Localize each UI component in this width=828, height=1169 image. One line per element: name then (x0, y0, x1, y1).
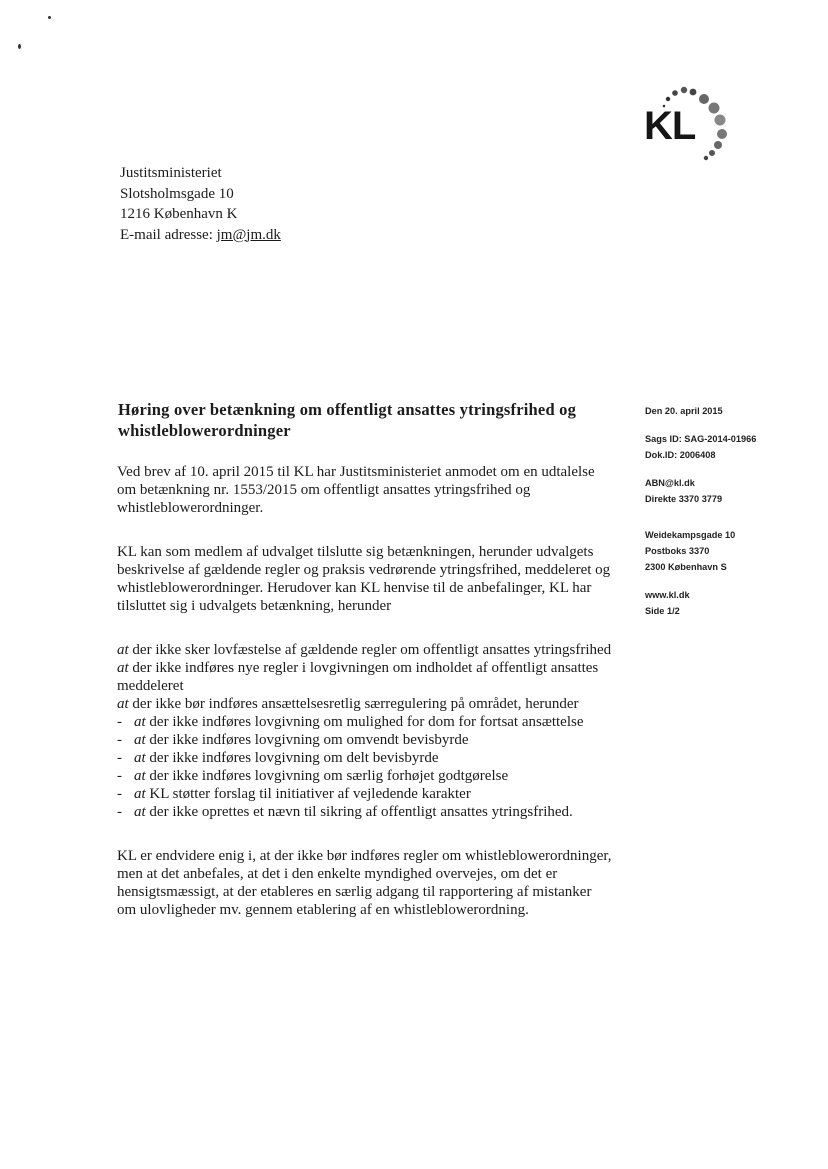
lead-word: at (134, 732, 146, 748)
recipient-street: Slotsholmsgade 10 (120, 185, 234, 202)
sender-pobox: Postboks 3370 (645, 546, 710, 556)
dash-marker: - (117, 714, 122, 730)
sub-list-item (117, 785, 612, 803)
list-item-text: der ikke sker lovfæstelse af gældende regler om offentligt ansattes ytringsfrihed (128, 642, 612, 658)
lead-word: at (117, 696, 129, 712)
dash-marker: - (117, 732, 122, 748)
list-item-text: der ikke indføres nye regler i lovgivningen om indholdet af offentligt ansattes meddeleret (117, 660, 599, 694)
kl-logo (640, 82, 740, 172)
lead-word: at (117, 660, 129, 676)
lead-word: at (134, 804, 146, 820)
sub-item-text: der ikke oprettes et nævn til sikring af offentligt ansattes ytringsfrihed. (145, 804, 573, 820)
list-item (117, 659, 612, 695)
doc-id: Dok.ID: 2006408 (645, 450, 716, 460)
paragraph-3: KL er endvidere enig i, at der ikke bør indføres regler om whistleblowerordninger, men at det anbefales, at det i den enkelte myndighed overvejes, om det er hensigtsmæssigt, at der etableres en særlig adgang til rapportering af mistanker om ulovligheder mv. gennem etablering af en whistleblowerordning. (117, 848, 612, 918)
page-number: Side 1/2 (645, 606, 680, 616)
lead-word: at (117, 642, 129, 658)
letter-body (117, 463, 612, 945)
sub-list-item (117, 713, 612, 731)
sub-list-item (117, 731, 612, 749)
lead-word: at (134, 768, 146, 784)
sender-city: 2300 København S (645, 562, 727, 572)
kl-logo-text: KL (644, 104, 696, 148)
dash-marker: - (117, 768, 122, 784)
sender-phone: Direkte 3370 3779 (645, 494, 723, 504)
paragraph-2: KL kan som medlem af udvalget tilslutte sig betænkningen, herunder udvalgets beskrivelse af gældende regler og praksis vedrørende ytringsfrihed, meddeleret og whistleblowerordninger. Herudover kan KL henvise til de anbefalinger, KL har tilsluttet sig i udvalgets betænkning, herunder (117, 544, 611, 614)
sender-sidebar (645, 403, 805, 619)
sub-item-text: der ikke indføres lovgivning om delt bevisbyrde (145, 750, 439, 766)
lead-word: at (134, 714, 146, 730)
sub-list-item (117, 803, 612, 821)
paragraph-1: Ved brev af 10. april 2015 til KL har Justitsministeriet anmodet om en udtalelse om betænkning nr. 1553/2015 om offentligt ansattes ytringsfrihed og whistleblowerordninger. (117, 464, 595, 516)
recipient-name: Justitsministeriet (120, 165, 222, 181)
sub-item-text: KL støtter forslag til initiativer af vejledende karakter (145, 786, 471, 802)
sender-website[interactable]: www.kl.dk (645, 590, 690, 600)
dash-marker: - (117, 804, 122, 820)
dash-marker: - (117, 786, 122, 802)
sub-item-text: der ikke indføres lovgivning om mulighed for dom for fortsat ansættelse (145, 714, 584, 730)
sub-item-text: der ikke indføres lovgivning om omvendt bevisbyrde (145, 732, 469, 748)
sender-email[interactable]: ABN@kl.dk (645, 478, 695, 488)
lead-word: at (134, 750, 146, 766)
recipient-email-link[interactable]: jm@jm.dk (216, 226, 281, 243)
recipient-address (120, 163, 281, 245)
letter-title: Høring over betænkning om offentligt ansattes ytringsfrihed og whistleblowerordninger (118, 400, 577, 440)
sub-list-item (117, 749, 612, 767)
list-item-text: der ikke bør indføres ansættelsesretlig særregulering på området, herunder (128, 696, 579, 712)
recipient-email-line (120, 225, 281, 246)
scan-speck (48, 16, 51, 19)
sender-street: Weidekampsgade 10 (645, 530, 736, 540)
dash-marker: - (117, 750, 122, 766)
sub-list-item (117, 767, 612, 785)
letter-date: Den 20. april 2015 (645, 406, 723, 416)
list-item (117, 641, 612, 659)
sub-item-text: der ikke indføres lovgivning om særlig forhøjet godtgørelse (145, 768, 509, 784)
case-id: Sags ID: SAG-2014-01966 (645, 434, 757, 444)
recommendations-list (117, 641, 612, 821)
list-item (117, 695, 612, 713)
recipient-city: 1216 København K (120, 206, 238, 222)
email-label: E-mail adresse: (120, 226, 217, 243)
scan-speck (18, 44, 21, 49)
lead-word: at (134, 786, 146, 802)
